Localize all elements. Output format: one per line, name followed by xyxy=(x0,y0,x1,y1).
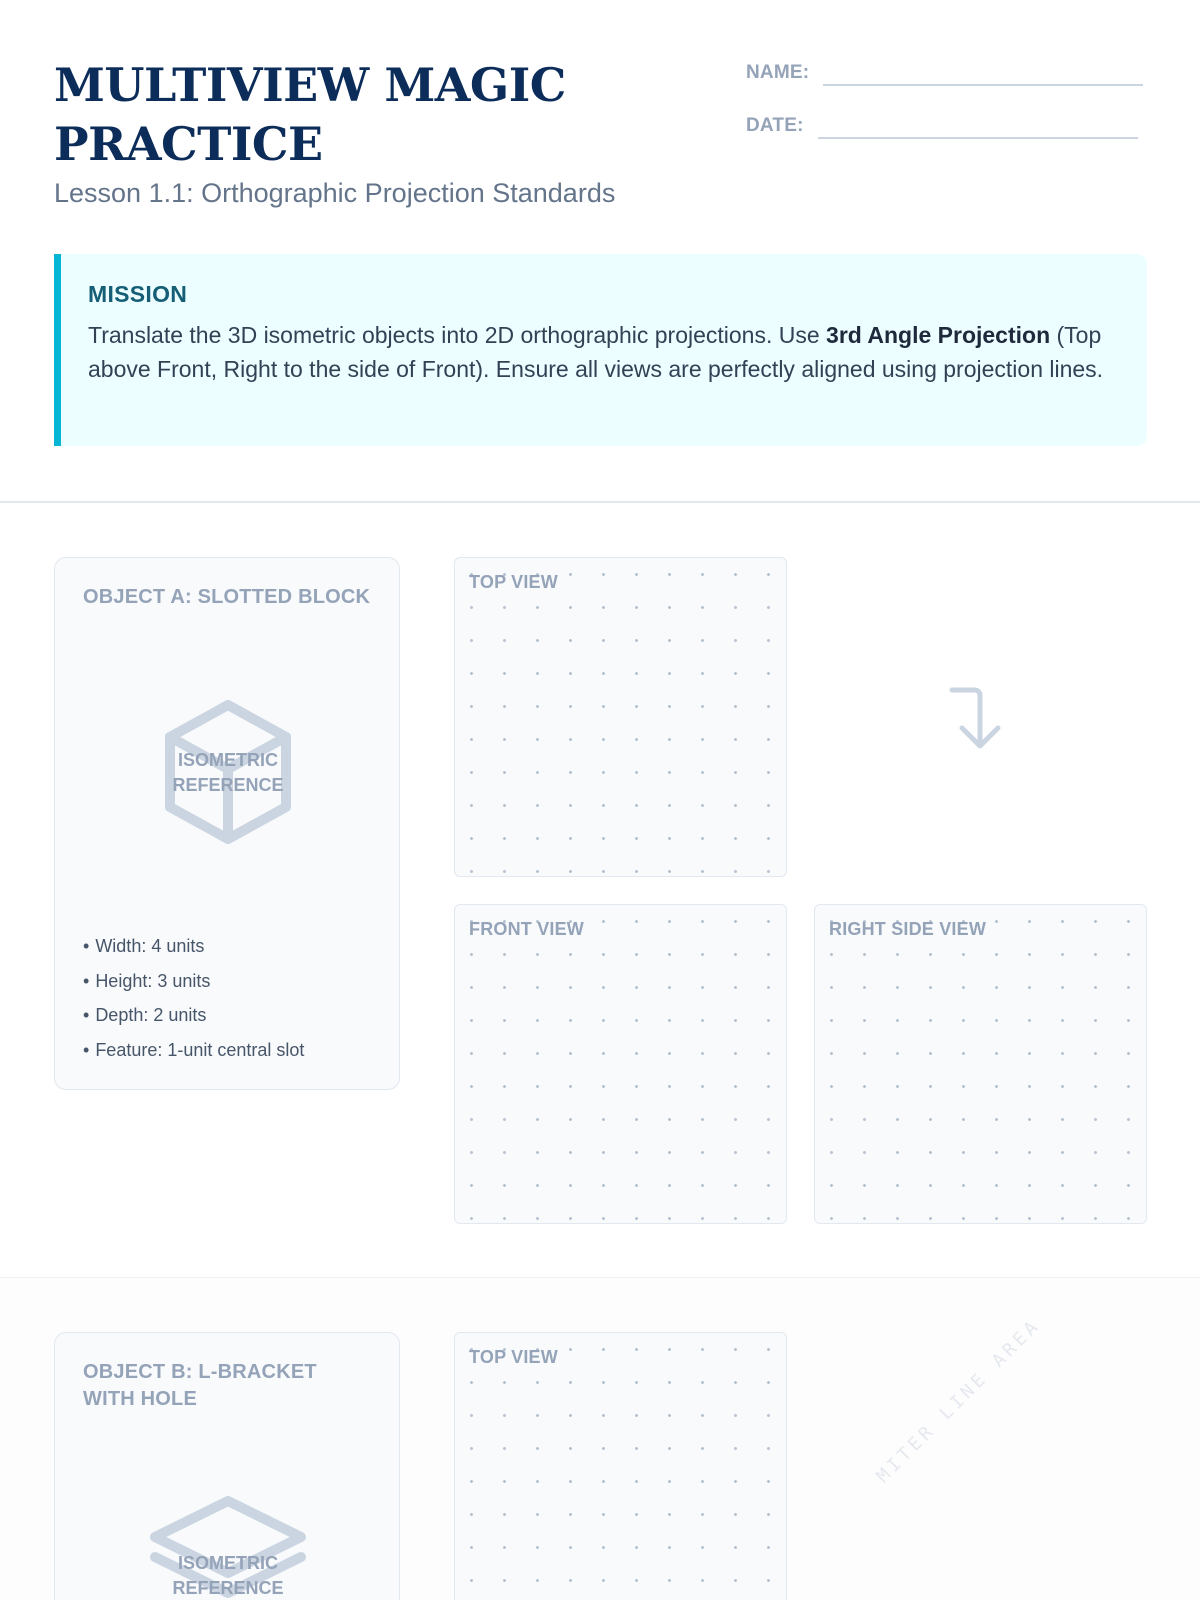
mission-text-emphasis: 3rd Angle Projection xyxy=(826,322,1051,348)
object-a-right-view-grid[interactable] xyxy=(814,904,1147,1224)
mission-callout xyxy=(54,254,1147,446)
date-field[interactable] xyxy=(746,115,1138,137)
name-field[interactable] xyxy=(746,62,1143,84)
top-view-label: TOP VIEW xyxy=(469,572,558,592)
front-view-label: FRONT VIEW xyxy=(469,919,584,939)
iso-reference-label xyxy=(55,1551,401,1600)
iso-label-line2: REFERENCE xyxy=(172,775,284,795)
object-b-top-view-grid[interactable] xyxy=(454,1332,787,1600)
spec-item: • Width: 4 units xyxy=(83,929,304,964)
iso-label-line1: ISOMETRIC xyxy=(177,750,278,770)
object-b-card xyxy=(54,1332,400,1600)
object-a-front-view-grid[interactable] xyxy=(454,904,787,1224)
name-input-line[interactable] xyxy=(823,66,1143,86)
date-input-line[interactable] xyxy=(818,119,1138,139)
miter-line-area-label: MITER LINE AREA xyxy=(872,1314,1045,1487)
name-label: NAME: xyxy=(746,62,810,83)
right-view-label: RIGHT SIDE VIEW xyxy=(829,919,987,939)
mission-heading: MISSION xyxy=(88,281,188,307)
object-a-card xyxy=(54,557,400,1090)
object-a-specs xyxy=(83,929,304,1067)
iso-label-line1: ISOMETRIC xyxy=(177,1553,278,1573)
object-a-title: OBJECT A: SLOTTED BLOCK xyxy=(83,586,371,608)
page-subtitle: Lesson 1.1: Orthographic Projection Standards xyxy=(54,178,616,208)
object-b-title: OBJECT B: L-BRACKET WITH HOLE xyxy=(83,1361,317,1410)
mission-text xyxy=(88,318,1117,386)
spec-item: • Depth: 2 units xyxy=(83,998,304,1033)
spec-item: • Height: 3 units xyxy=(83,964,304,999)
iso-reference-label xyxy=(55,748,401,798)
section-divider xyxy=(0,1277,1200,1278)
spec-item: • Feature: 1-unit central slot xyxy=(83,1033,304,1068)
date-label: DATE: xyxy=(746,115,804,136)
iso-label-line2: REFERENCE xyxy=(172,1578,284,1598)
mission-text-end: (Top above Front, Right to the side of Front). Ensure all views are perfectly aligned using projection lines. xyxy=(88,322,1104,382)
object-a-top-view-grid[interactable] xyxy=(454,557,787,877)
section-divider xyxy=(0,501,1200,503)
mission-text-start: Translate the 3D isometric objects into 2D orthographic projections. Use xyxy=(88,322,827,348)
page-title: MULTIVIEW MAGIC PRACTICE xyxy=(54,58,566,171)
arrow-turn-down-icon xyxy=(946,684,1016,759)
top-view-label: TOP VIEW xyxy=(469,1347,558,1367)
